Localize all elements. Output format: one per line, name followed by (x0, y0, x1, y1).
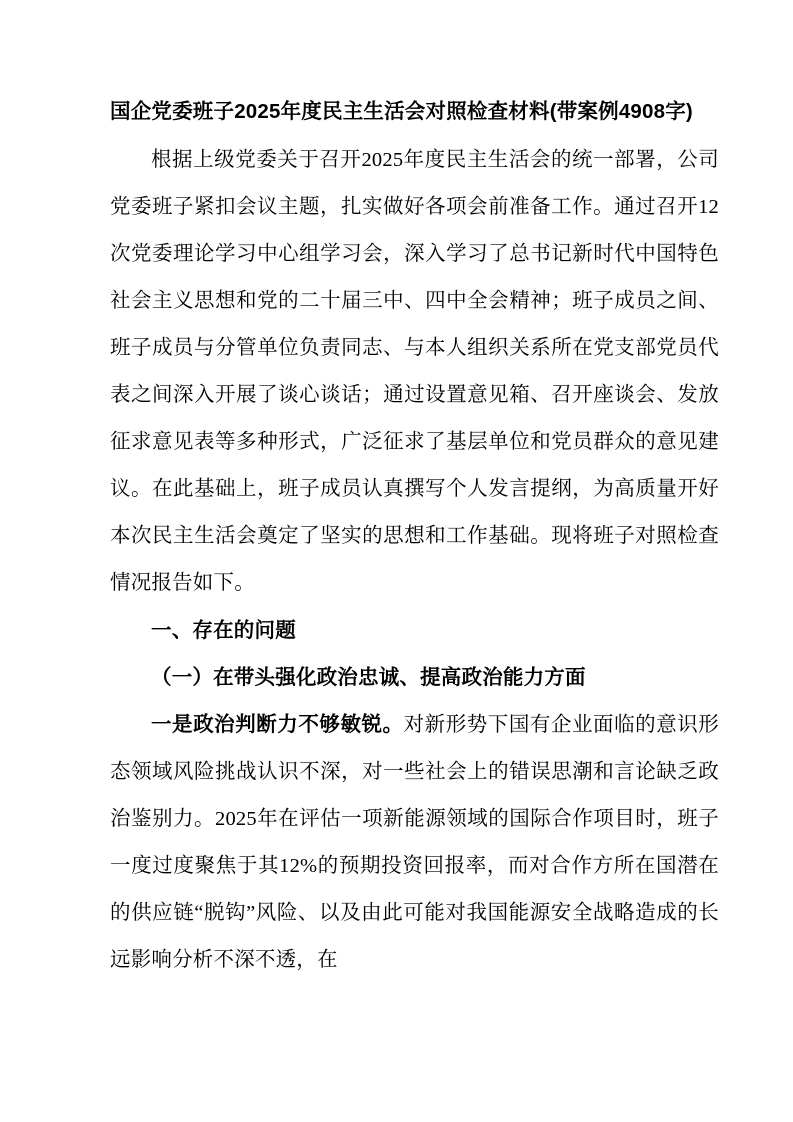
section-heading-2: （一）在带头强化政治忠诚、提高政治能力方面 (151, 666, 586, 689)
body-paragraph (110, 701, 719, 984)
section-heading-1: 一、存在的问题 (151, 619, 296, 642)
document-title: 国企党委班子2025年度民主生活会对照检查材料(带案例4908字) (110, 100, 693, 123)
intro-paragraph: 根据上级党委关于召开2025年度民主生活会的统一部署，公司党委班子紧扣会议主题，扎实做好各项会前准备工作。通过召开12次党委理论学习中心组学习会，深入学习了总书记新时代中国特色社会主义思想和党的二十届三中、四中全会精神；班子成员之间、班子成员与分管单位负责同志、与本人组织关系所在党支部党员代表之间深入开展了谈心谈话；通过设置意见箱、召开座谈会、发放征求意见表等多种形式，广泛征求了基层单位和党员群众的意见建议。在此基础上，班子成员认真撰写个人发言提纲，为高质量开好本次民主生活会奠定了坚实的思想和工作基础。现将班子对照检查情况报告如下。 (110, 149, 719, 594)
body-paragraph-text: 对新形势下国有企业面临的意识形态领域风险挑战认识不深，对一些社会上的错误思潮和言论缺乏政治鉴别力。2025年在评估一项新能源领域的国际合作项目时，班子一度过度聚焦于其12%的预期投资回报率，而对合作方所在国潜在的供应链“脱钩”风险、以及由此可能对我国能源安全战略造成的长远影响分析不深不透，在 (110, 714, 720, 971)
body-paragraph-lead: 一是政治判断力不够敏锐。 (151, 713, 404, 736)
